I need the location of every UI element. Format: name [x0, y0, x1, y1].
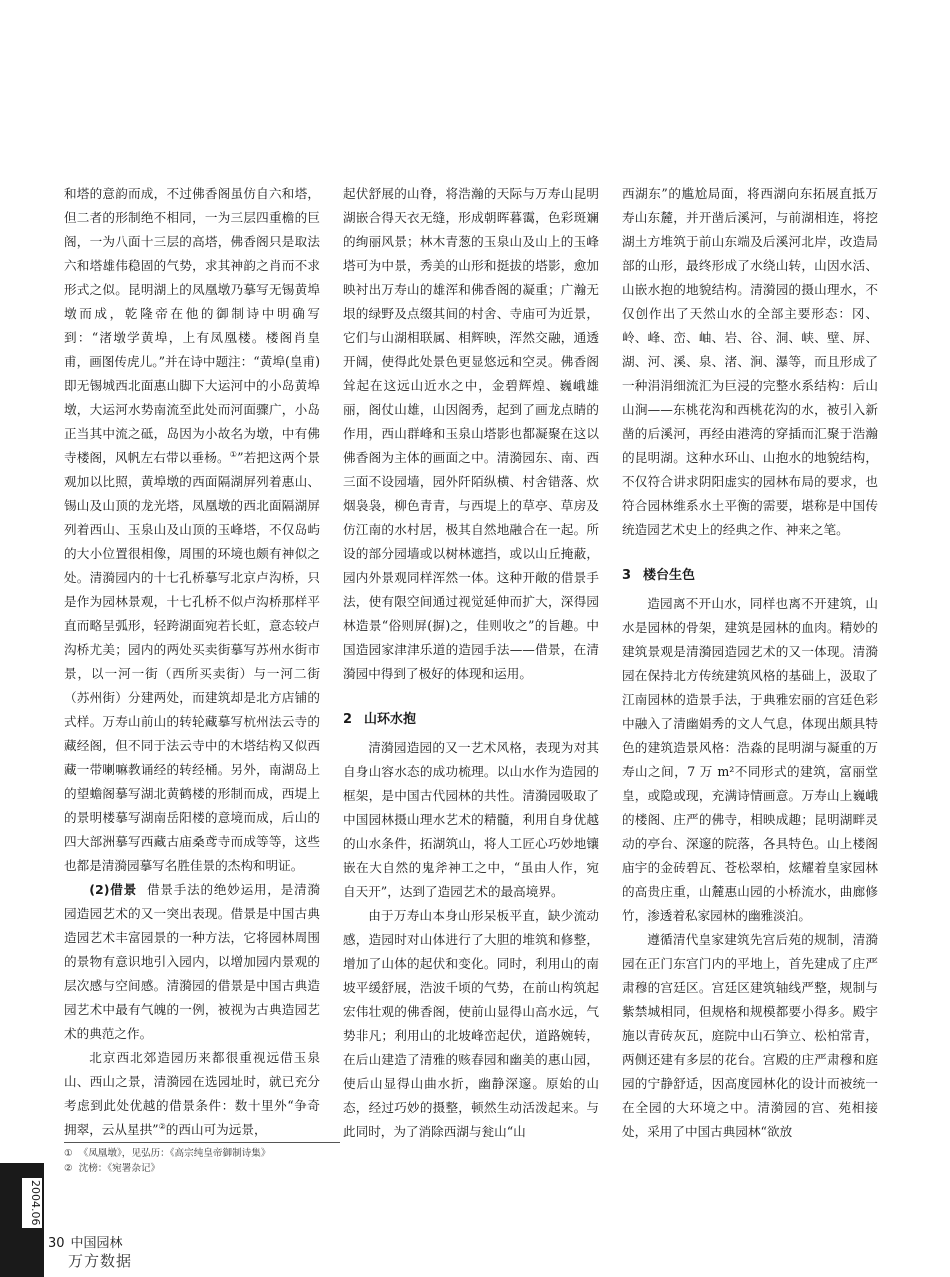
journal-name: 中国园林	[70, 1236, 123, 1251]
paragraph: (2)借景 借景手法的绝妙运用，是清漪园造园艺术的又一突出表现。借景是中国古典造园艺术丰富园景的一种方法，它将园林周围的景物有意识地引入园内，以增加园内景观的层次感与空间感。清漪园的借景是中国古典造园艺术中最有气魄的一例，被视为古典造园艺术的典范之作。	[64, 882, 321, 1041]
footnote-ref-1[interactable]: ①	[229, 449, 238, 459]
footnote-ref-2[interactable]: ②	[158, 1121, 166, 1131]
text-column-2	[343, 182, 599, 1144]
paragraph: 清漪园造园的又一艺术风格，表现为对其自身山容水态的成功梳理。以山水作为造园的框架，是中国古代园林的共性。清漪园吸取了中国园林摄山理水艺术的精髓，利用自身优越的山水条件，拓湖筑山，将人工匠心巧妙地镶嵌在大自然的鬼斧神工之中，“虽由人作，宛自天开”，达到了造园艺术的最高境界。	[343, 740, 599, 899]
paragraph: 起伏舒展的山脊，将浩瀚的天际与万寿山昆明湖嵌合得天衣无缝，形成朝晖暮霭，色彩斑斓的绚丽风景；林木青葱的玉泉山及山上的玉峰塔可为中景，秀美的山形和挺拔的塔影，愈加映衬出万寿山的雄浑和佛香阁的凝重；广瀚无垠的绿野及点缀其间的村舍、寺庙可为近景，它们与山湖相联属、相辉映，浑然交融，通透开阔，使得此处景色更显悠远和空灵。佛香阁耸起在这远山近水之中，金碧辉煌、巍峨雄丽，阁仗山雄，山因阁秀，起到了画龙点睛的作用，西山群峰和玉泉山塔影也都凝聚在这以佛香阁为主体的画面之中。清漪园东、南、西三面不设园墙，园外阡陌纵横、村舍错落、炊烟袅袅，柳色青青，与西堤上的草亭、草房及仿江南的水村居，极其自然地融合在一起。所设的部分园墙或以树林遮挡，或以山丘掩蔽，园内外景观同样浑然一体。这种开敞的借景手法，使有限空间通过视觉延伸而扩大，深得园林造景“俗则屏(摒)之，佳则收之”的旨趣。中国造园家津津乐道的造园手法——借景，在清漪园中得到了极好的体现和运用。	[343, 186, 599, 681]
footnote-2: ② 沈榜：《宛署杂记》	[64, 1163, 161, 1174]
footnotes	[64, 1146, 364, 1176]
footnote-1: ① 《凤凰墩》，见弘历：《高宗纯皇帝御制诗集》	[64, 1148, 271, 1159]
section-heading-3: 3 楼台生色	[622, 568, 696, 583]
text-column-1	[64, 182, 320, 1142]
subsection-heading: (2)借景	[89, 882, 137, 897]
paragraph: 造园离不开山水，同样也离不开建筑，山水是园林的骨架，建筑是园林的血肉。精妙的建筑景观是清漪园造园艺术的又一体现。清漪园在保持北方传统建筑风格的基础上，汲取了江南园林的造景手法，于典雅宏丽的宫廷色彩中融入了清幽娟秀的文人气息，体现出颇具特色的建筑造景风格：浩淼的昆明湖与凝重的万寿山之间，7 万 m²不同形式的建筑，富丽堂皇，或隐或现，充满诗情画意。万寿山上巍峨的楼阁、庄严的佛寺，相映成趣；昆明湖畔灵动的亭台、深邃的院落，各具特色。山上楼阁庙宇的金砖碧瓦、苍松翠柏，炫耀着皇家园林的高贵庄重，山麓惠山园的小桥流水，曲廊修竹，渗透着私家园林的幽雅淡泊。	[622, 596, 878, 923]
section-heading-2: 2 山环水抱	[343, 712, 417, 727]
paragraph: 由于万寿山本身山形呆板平直，缺少流动感，造园时对山体进行了大胆的堆筑和修整，增加了山体的起伏和变化。同时，利用山的南坡平缓舒展，浩波千顷的气势，在前山构筑起宏伟壮观的佛香阁，使前山显得山高水远，气势非凡；利用山的北坡峰峦起伏，道路婉转，在后山建造了清雅的赅春园和幽美的惠山园，使后山显得山曲水折，幽静深邃。原始的山态，经过巧妙的摄整，顿然生动活泼起来。与此同时，为了消除西湖与瓮山“山	[343, 908, 599, 1139]
footnote-rule	[64, 1142, 340, 1143]
paragraph: 遵循清代皇家建筑先宫后苑的规制，清漪园在正门东宫门内的平地上，首先建成了庄严肃穆的宫廷区。宫廷区建筑轴线严整，规制与紫禁城相同，但规格和规模都要小得多。殿宇施以青砖灰瓦，庭院中山石笋立、松柏常青，两侧还建有多层的花台。宫殿的庄严肃穆和庭园的宁静舒适，因高度园林化的设计而被统一在全园的大环境之中。清漪园的宫、苑相接处，采用了中国古典园林“欲放	[622, 932, 878, 1139]
paragraph: 北京西北郊造园历来都很重视远借玉泉山、西山之景，清漪园在选园址时，就已充分考虑到此处优越的借景条件：数十里外“争奇拥翠，云从星拱”②的西山可为远景，	[64, 1050, 320, 1137]
text-column-3	[622, 182, 878, 1144]
page-folio	[48, 1232, 123, 1251]
page-number: 30	[48, 1236, 65, 1251]
paragraph: 和塔的意韵而成，不过佛香阁虽仿自六和塔，但二者的形制绝不相同，一为三层四重檐的巨阁，一为八面十三层的高塔，佛香阁只是取法六和塔雄伟稳固的气势，求其神韵之肖而不求形式之似。昆明湖上的凤凰墩乃摹写无锡黄埠墩而成，乾隆帝在他的御制诗中明确写到：“渚墩学黄埠，上有凤凰楼。楼阁肖皇甫，画图传虎儿。”并在诗中题注：“黄埠(皇甫)即无锡城西北面惠山脚下大运河中的小岛黄埠墩，大运河水势南流至此处而河面骤广，小岛正当其中流之砥，岛因为小故名为墩，中有佛寺楼阁，风帆左右带以垂杨。①”若把这两个景观加以比照，黄埠墩的西面隔湖屏列着惠山、锡山及山顶的龙光塔，凤凰墩的西北面隔湖屏列着西山、玉泉山及山顶的玉峰塔，不仅岛屿的大小位置很相像，周围的环境也颇有神似之处。清漪园内的十七孔桥摹写北京卢沟桥，只是作为园林景观，十七孔桥不似卢沟桥那样平直而略呈弧形，轻跨湖面宛若长虹，意态较卢沟桥尤美；园内的两处买卖街摹写苏州水街市景，以一河一街（西所买卖街）与一河二街（苏州街）分建两处，而建筑却是北方店铺的式样。万寿山前山的转轮藏摹写杭州法云寺的藏经阁，但不同于法云寺中的木塔结构又似西藏一带喇嘛教诵经的转经桶。另外，南湖岛上的望蟾阁摹写湖北黄鹤楼的形制而成，西堤上的景明楼摹写湖南岳阳楼的意境而成，后山的四大部洲摹写西藏古庙桑鸢寺而成等等，这些也都是清漪园摹写名胜佳景的杰构和明证。	[64, 186, 320, 873]
watermark: 万方数据	[68, 1252, 133, 1270]
paragraph: 西湖东”的尴尬局面，将西湖向东拓展直抵万寿山东麓，并开凿后溪河，与前湖相连，将挖湖土方堆筑于前山东端及后溪河北岸，改造局部的山形，最终形成了水绕山转，山因水活、山嵌水抱的地貌结构。清漪园的摄山理水，不仅创作出了天然山水的全部主要形态：冈、岭、峰、峦、岫、岩、谷、洞、峡、壁、屏、湖、河、溪、泉、渚、涧、瀑等，而且形成了一种涓涓细流汇为巨浸的完整水系结构：后山山涧——东桃花沟和西桃花沟的水，被引入新凿的后溪河，再经由港湾的穿插而汇聚于浩瀚的昆明湖。这种水环山、山抱水的地貌结构，不仅符合讲求阴阳虚实的园林布局的要求，也符合园林维系水土平衡的需要，堪称是中国传统造园艺术史上的经典之作、神来之笔。	[622, 186, 878, 537]
issue-date: 2004.06	[22, 1178, 42, 1228]
